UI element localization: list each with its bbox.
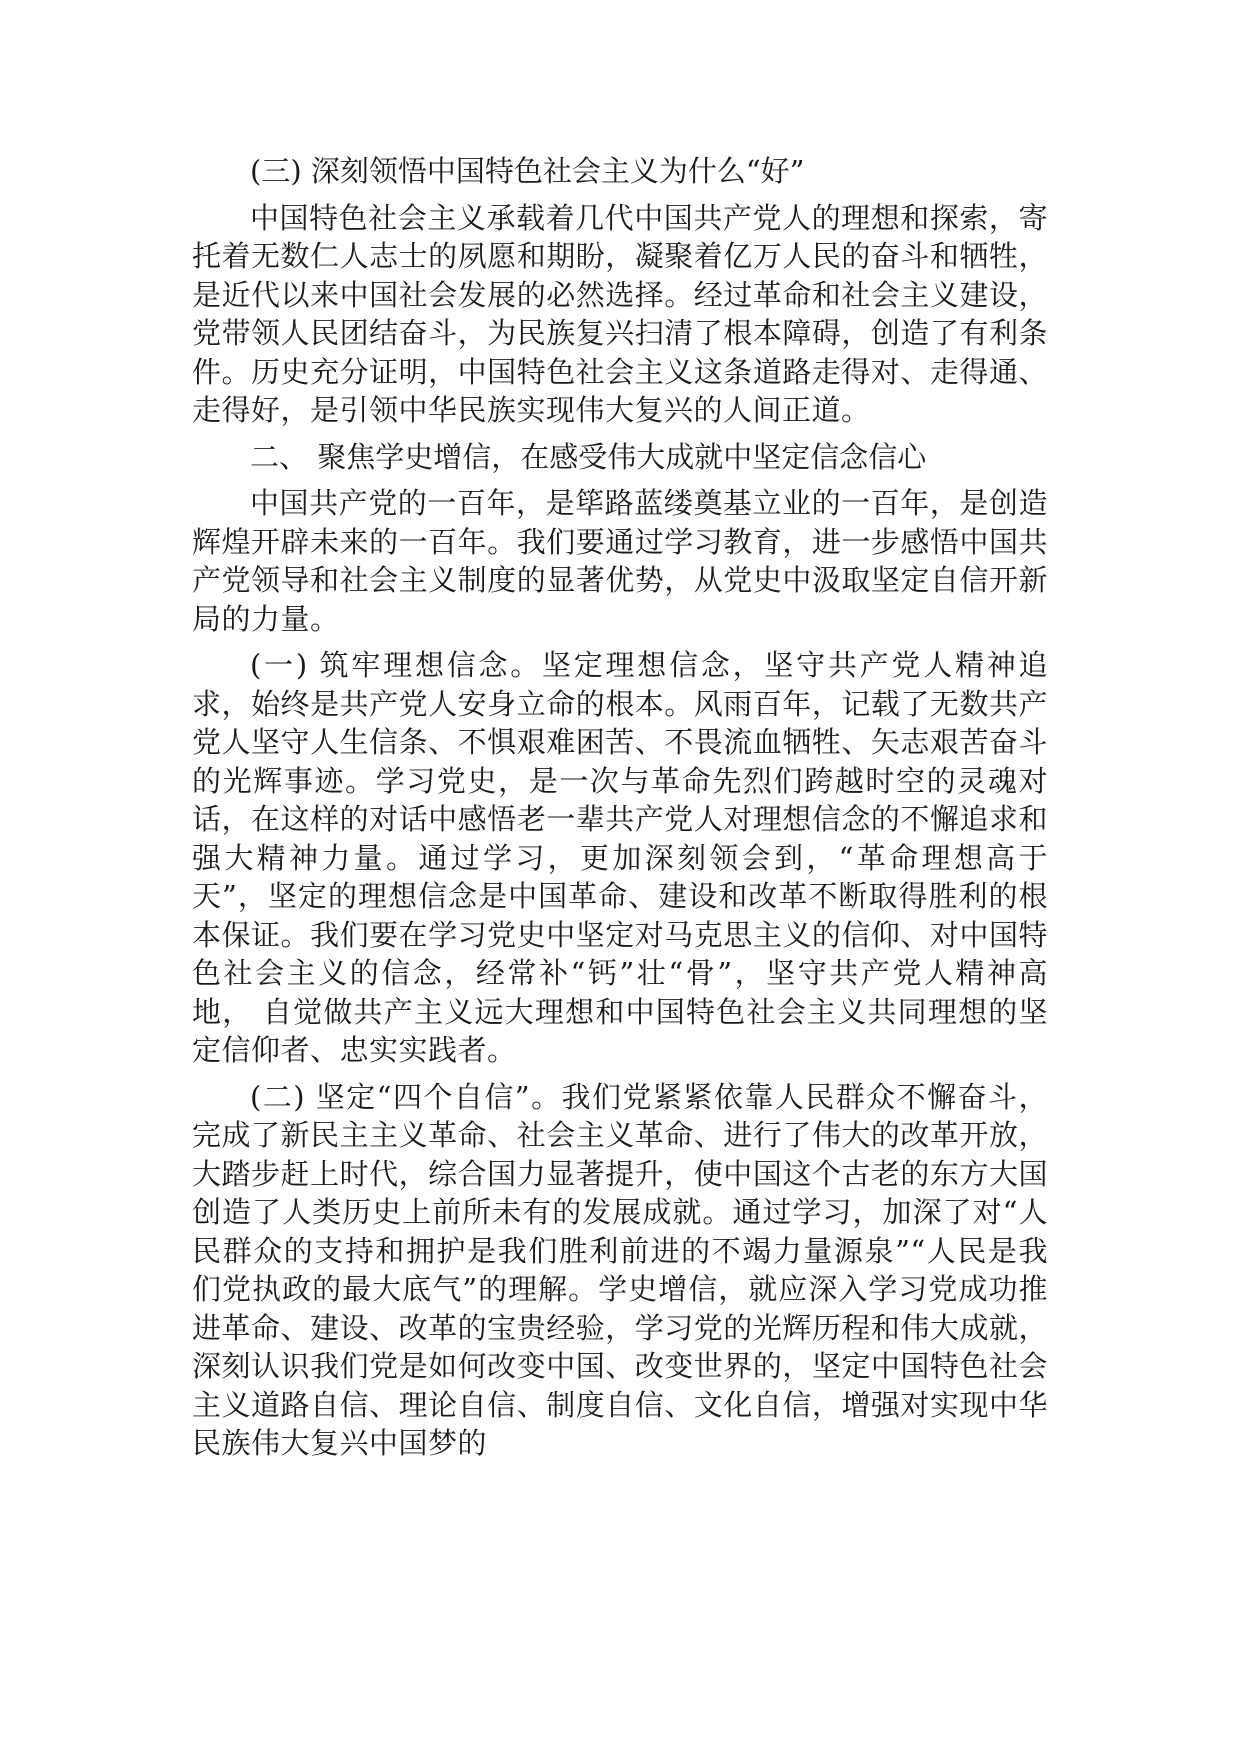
point-two-paragraph: (二) 坚定“四个自信”。我们党紧紧依靠人民群众不懈奋斗，完成了新民主主义革命、社会主义革命、进行了伟大的改革开放，大踏步赶上时代，综合国力显著提升，使中国这个古老的东方大国创造了人类历史上前所未有的发展成就。通过学习，加深了对“人民群众的支持和拥护是我们胜利前进的不竭力量源泉”“人民是我们党执政的最大底气”的理解。学史增信，就应深入学习党成功推进革命、建设、改革的宝贵经验，学习党的光辉历程和伟大成就，深刻认识我们党是如何改变中国、改变世界的，坚定中国特色社会主义道路自信、理论自信、制度自信、文化自信，增强对实现中华民族伟大复兴中国梦的 [192,1079,1048,1460]
point-one-paragraph: (一) 筑牢理想信念。坚定理想信念，坚守共产党人精神追求，始终是共产党人安身立命的根本。风雨百年，记载了无数共产党人坚守人生信条、不惧艰难困苦、不畏流血牺牲、矢志艰苦奋斗的光辉事迹。学习党史，是一次与革命先烈们跨越时空的灵魂对话，在这样的对话中感悟老一辈共产党人对理想信念的不懈追求和强大精神力量。通过学习，更加深刻领会到，“革命理想高于天”，坚定的理想信念是中国革命、建设和改革不断取得胜利的根本保证。我们要在学习党史中坚定对马克思主义的信仰、对中国特色社会主义的信念，经常补“钙”壮“骨”，坚守共产党人精神高地， 自觉做共产主义远大理想和中国特色社会主义共同理想的坚定信仰者、忠实实践者。 [192,648,1048,1067]
section-three-heading: (三) 深刻领悟中国特色社会主义为什么“好” [250,154,805,188]
part-two-heading: 二、 聚焦学史增信，在感受伟大成就中坚定信念信心 [250,439,927,474]
document-page [192,152,1048,1471]
part-two-intro-paragraph: 中国共产党的一百年，是筚路蓝缕奠基立业的一百年，是创造辉煌开辟未来的一百年。我们要通过学习教育，进一步感悟中国共产党领导和社会主义制度的显著优势，从党史中汲取坚定自信开新局的力量。 [192,486,1048,636]
section-three-paragraph: 中国特色社会主义承载着几代中国共产党人的理想和探索，寄托着无数仁人志士的夙愿和期盼，凝聚着亿万人民的奋斗和牺牲，是近代以来中国社会发展的必然选择。经过革命和社会主义建设，党带领人民团结奋斗，为民族复兴扫清了根本障碍，创造了有利条件。历史充分证明，中国特色社会主义这条道路走得对、走得通、走得好，是引领中华民族实现伟大复兴的人间正道。 [192,200,1048,427]
